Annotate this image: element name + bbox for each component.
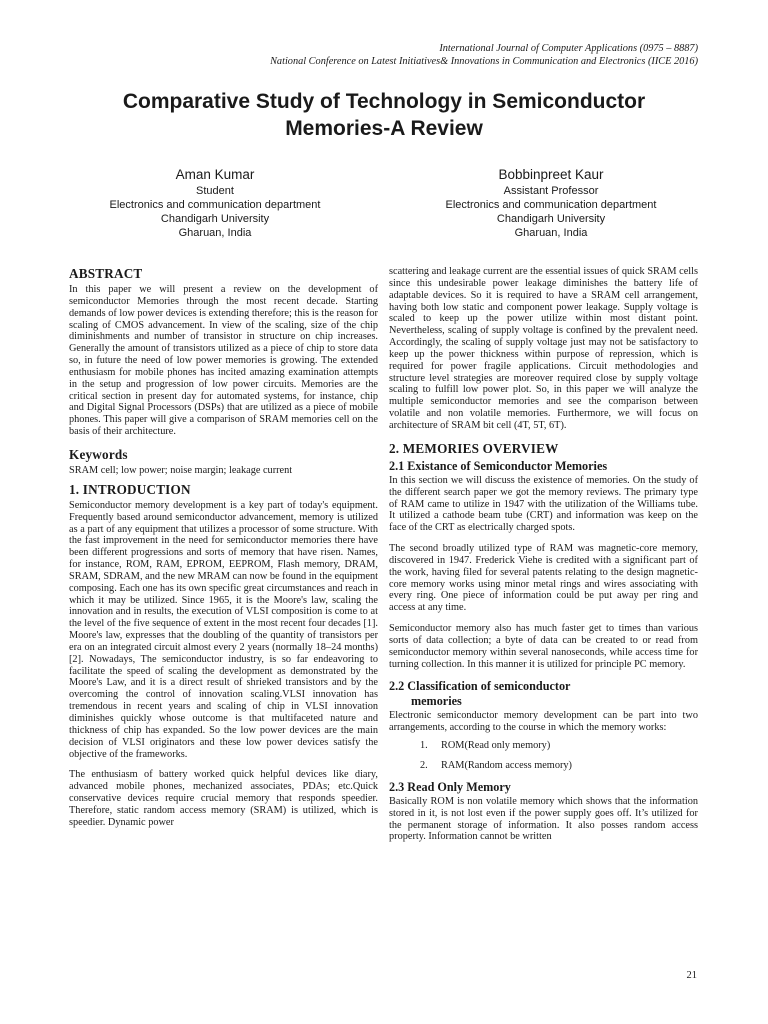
author-block-1: [65, 166, 365, 240]
section-2-2-heading-line-1: 2.2 Classification of semiconductor: [389, 679, 571, 694]
author-university: Chandigarh University: [160, 213, 270, 225]
section-2-2-paragraph-1: Electronic semiconductor memory development can be part into two arrangements, according to the course in which the memory works:: [389, 710, 698, 734]
left-column: [69, 266, 378, 838]
list-item-text: ROM(Read only memory): [441, 740, 551, 752]
list-item: [389, 760, 698, 772]
section-2-3-heading: 2.3 Read Only Memory: [389, 779, 511, 794]
list-item-number: 2.: [420, 760, 428, 771]
section-2-1-heading: 2.1 Existance of Semiconductor Memories: [389, 458, 608, 473]
section-2-1-paragraph-2: The second broadly utilized type of RAM was magnetic-core memory, discovered in 1947. Frederick Viehe is credited with a significant part of the work, having filed for several patents relating to the design magnetic-core memory works using minor metal rings and wires associating with every ring. One piece of information could be put away per ring and access at any time.: [389, 543, 698, 614]
list-item: [389, 740, 698, 752]
author-dept: Electronics and communication department: [109, 199, 321, 211]
page-number: 21: [686, 970, 697, 981]
section-2-3-paragraph-1: Basically ROM is non volatile memory which shows that the information stored in it, is not lost even if the power supply goes off. It’s utilized for the permanent storage of information. It also posses random access property. Information cannot be written: [389, 795, 698, 843]
introduction-paragraph-1: Semiconductor memory development is a key part of today's equipment. Frequently based around semiconductor advancement, memory is utilized as a part of any equipment that utilizes a processor of some structure. With the fast improvement in the need for semiconductor memories there have been different progressions and sorts of memory that have risen. Names, for instance, ROM, RAM, EPROM, EEPROM, Flash memory, DRAM, SRAM, SDRAM, and the new MRAM can now be found in the equipment composing. Each one has its own specific great circumstances and reach in which it may be utilized. Since 1965, it is the Moore's law, scaling the innovation and in results, the execution of VLSI composition is come to at the level of the five sequence of extent in the most recent four decades [1]. Moore's law, expresses that the doubling of the quantity of transistors per era on an integrated circuit almost every 2 years (normally 18–24 months) [2]. Nowadays, The semiconductor industry, is so far endeavoring to facilitate the speed of scaling the development as demonstrated by the Moore's Law, and it is a direct result of shrieked transistors and by the overcoming the control of innovation scaling.VLSI innovation has tremendous in recent years and scaling of chip in VLSI innovation diminishes quickly whose outcome is that multifaceted nature and thickness of chip has expanded. So the low power devices are the main decision of VLSI originators and these low power devices satisfy the objective of the frameworks.: [69, 499, 378, 760]
author-dept: Electronics and communication department: [445, 199, 657, 211]
keywords-heading: Keywords: [69, 446, 128, 462]
conference-line: National Conference on Latest Initiatives& Innovations in Communication and Electronics (IICE 2016): [270, 56, 698, 67]
journal-line: International Journal of Computer Applications (0975 – 8887): [439, 43, 698, 54]
author-block-2: [401, 166, 701, 240]
author-name: Bobbinpreet Kaur: [498, 167, 604, 182]
author-location: Gharuan, India: [514, 227, 588, 239]
keywords-text: SRAM cell; low power; noise margin; leakage current: [69, 464, 293, 476]
section-2-2-heading-line-2: memories: [411, 694, 462, 709]
list-item-number: 1.: [420, 740, 428, 752]
title-line-2: Memories-A Review: [285, 117, 483, 140]
author-university: Chandigarh University: [496, 213, 606, 225]
author-name: Aman Kumar: [175, 167, 255, 182]
journal-header: [270, 42, 698, 68]
author-role: Assistant Professor: [503, 185, 599, 197]
section-2-1-paragraph-3: Semiconductor memory also has much faster get to times than various sorts of data collection; a byte of data can be created to or read from semiconductor memory within several nanoseconds, while access time for turning collection. In this manner it is utilized for principle PC memory.: [389, 623, 698, 670]
abstract-heading: ABSTRACT: [69, 266, 143, 281]
author-role: Student: [196, 185, 234, 197]
introduction-heading: 1. INTRODUCTION: [69, 481, 191, 497]
right-column: [389, 266, 698, 852]
memories-overview-heading: 2. MEMORIES OVERVIEW: [389, 440, 559, 456]
list-item-text: RAM(Random access memory): [441, 760, 572, 771]
memory-type-list: [389, 740, 698, 772]
introduction-paragraph-2: The enthusiasm of battery worked quick helpful devices like diary, advanced mobile phones, mechanized associates, PDAs; etc.Quick conservative devices require crucial memory that responds speedier. Therefore, static random access memory (SRAM) is utilized, which is speedier. Dynamic power: [69, 769, 378, 828]
author-location: Gharuan, India: [178, 227, 252, 239]
section-2-1-paragraph-1: In this section we will discuss the existence of memories. On the study of the different search paper we got the memory reviews. The primary type of RAM came to utilize in 1947 with the utilization of the Williams tube. It utilized a cathode beam tube (CRT) and information was keep on the face of the CRT as electrically charged spots.: [389, 474, 698, 534]
paper-title: [40, 88, 728, 142]
introduction-paragraph-2-continued: scattering and leakage current are the essential issues of quick SRAM cells since this undesirable power leakage diminishes the battery life of adaptable devices. So it is required to have a SRAM cell arrangement, having both low static and component power leakage. Supply voltage is scaled to keep up the power utilize within most distant point. Nevertheless, scaling of supply voltage is confined by the prevalent need. Accordingly, the scaling of supply voltage just may not be satisfactory to keep up the power thickness within purpose of repression, which is required for power fragile applications. Circuit methodologies and structure level strategies are moreover required close by supply voltage scaling to fulfill low power plot. So, in this paper we will analyze the multiple semiconductor memories and see the comparison between volatile and non volatile memories. Furthermore, we will focus on architecture of SRAM bit cell (4T, 5T, 6T).: [389, 266, 698, 431]
abstract-text: In this paper we will present a review on the development of semiconductor Memories through the most recent decade. Starting demands of low power devices is extending therefore; this is the reason for scaling of CMOS advancement. In view of the scaling, size of the chip diminishments and number of transistor in structure on chip increases. Generally the amount of transistors utilized as a piece of chip to store data so, in future the need of low power memories is growing. The extended enthusiasm for mobile phones has incited amazing examination attempts in the setup and progression of low power circuits. Memories are the critical section in present day for automated systems, for instance, chip and Digital Signal Processors (DSPs) that are utilized as a piece of mobile phones. This paper will give a comparison of SRAM memories cell on the basis of their architecture.: [69, 284, 378, 438]
section-2-2-heading: [389, 679, 698, 709]
title-line-1: Comparative Study of Technology in Semiconductor: [122, 90, 646, 113]
